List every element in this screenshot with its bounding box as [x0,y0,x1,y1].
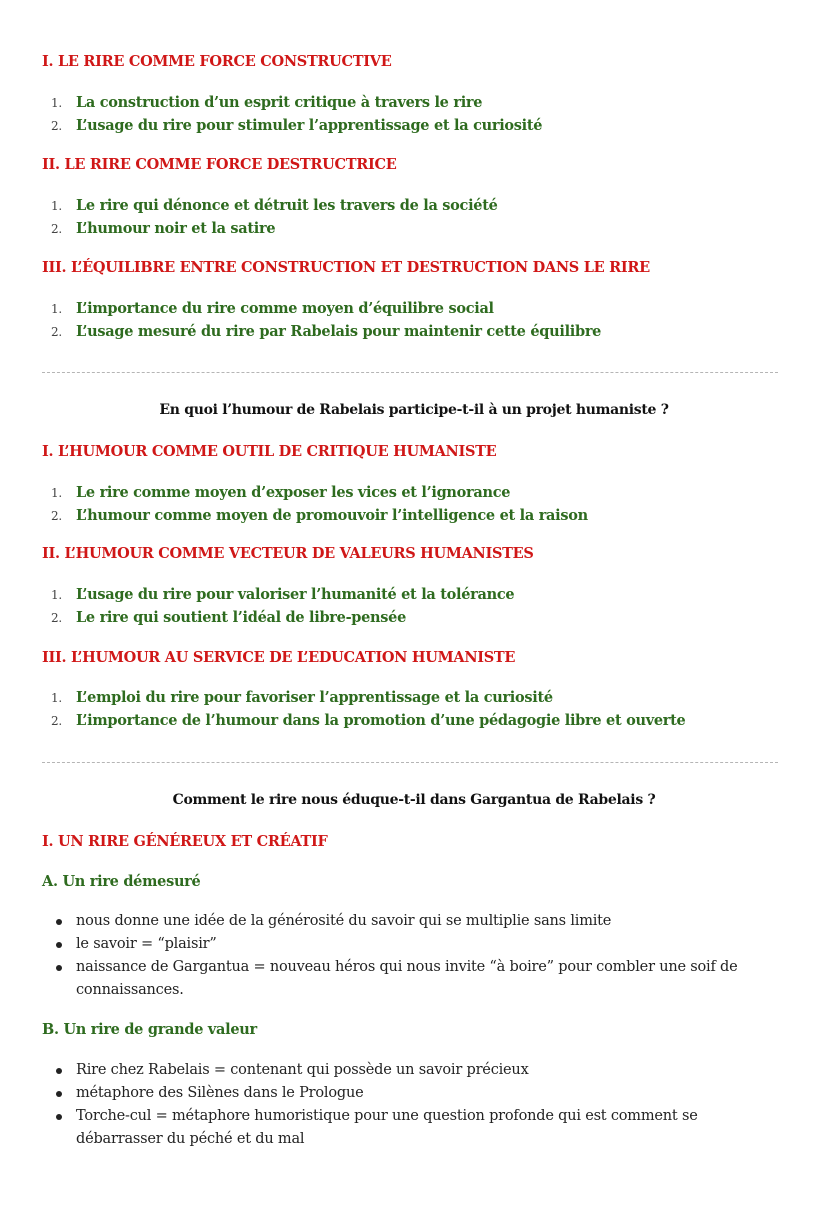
item-number: 2. [51,611,62,625]
item-number: 1. [51,96,62,110]
dashed-separator [42,762,778,763]
item-text: le savoir = “plaisir” [76,936,217,952]
list-item [42,910,742,933]
list-item [42,709,685,732]
item-number: 1. [51,486,62,500]
numbered-list [42,481,588,527]
list-item [42,504,588,527]
list-item [42,583,514,606]
bullet-list [42,1059,742,1151]
bullet-list [42,910,742,1002]
list-item [42,956,742,1002]
list-item [42,297,601,320]
item-text: Le rire comme moyen d’exposer les vices et l’ignorance [76,484,511,501]
list-item [42,1105,742,1151]
item-text: métaphore des Silènes dans le Prologue [76,1085,364,1101]
item-text: L’emploi du rire pour favoriser l’apprentissage et la curiosité [76,689,553,706]
list-item [42,481,588,504]
list-item [42,606,514,629]
item-number: 2. [51,222,62,236]
item-text: nous donne une idée de la générosité du savoir qui se multiplie sans limite [76,913,612,929]
item-text: La construction d’un esprit critique à travers le rire [76,94,483,111]
item-number: 2. [51,325,62,339]
item-text: naissance de Gargantua = nouveau héros qui nous invite “à boire” pour combler une soif de connaissances. [76,959,738,998]
section-heading: I. UN RIRE GÉNÉREUX ET CRÉATIF [42,833,328,850]
item-text: Torche-cul = métaphore humoristique pour une question profonde qui est comment se débarrasser du péché et du mal [76,1108,698,1147]
item-number: 2. [51,714,62,728]
item-number: 2. [51,509,62,523]
dashed-separator [42,372,778,373]
list-item [42,91,542,114]
section-heading: I. LE RIRE COMME FORCE CONSTRUCTIVE [42,53,392,70]
list-item [42,1082,742,1105]
question-heading: Comment le rire nous éduque-t-il dans Gargantua de Rabelais ? [172,792,656,808]
list-item [42,320,601,343]
item-number: 1. [51,302,62,316]
bullet-icon [56,942,62,948]
section-heading: III. L’HUMOUR AU SERVICE DE L’EDUCATION HUMANISTE [42,649,516,666]
section-heading: III. L’ÉQUILIBRE ENTRE CONSTRUCTION ET DESTRUCTION DANS LE RIRE [42,259,650,276]
item-text: Le rire qui dénonce et détruit les travers de la société [76,197,498,214]
subsection-heading: B. Un rire de grande valeur [42,1021,257,1038]
numbered-list [42,297,601,343]
numbered-list [42,91,542,137]
subsection-heading: A. Un rire démesuré [42,873,201,890]
question-heading: En quoi l’humour de Rabelais participe-t-il à un projet humaniste ? [159,402,669,418]
bullet-icon [56,919,62,925]
item-text: Le rire qui soutient l’idéal de libre-pensée [76,609,407,626]
section-heading: I. L’HUMOUR COMME OUTIL DE CRITIQUE HUMANISTE [42,443,497,460]
section-heading: II. L’HUMOUR COMME VECTEUR DE VALEURS HUMANISTES [42,545,534,562]
section-heading: II. LE RIRE COMME FORCE DESTRUCTRICE [42,156,397,173]
item-text: L’usage du rire pour valoriser l’humanité et la tolérance [76,586,515,603]
bullet-icon [56,1091,62,1097]
item-text: Rire chez Rabelais = contenant qui possède un savoir précieux [76,1062,529,1078]
numbered-list [42,686,685,732]
list-item [42,114,542,137]
list-item [42,217,498,240]
numbered-list [42,583,514,629]
bullet-icon [56,965,62,971]
item-text: L’humour noir et la satire [76,220,276,237]
item-text: L’humour comme moyen de promouvoir l’intelligence et la raison [76,507,588,524]
item-number: 1. [51,199,62,213]
numbered-list [42,194,498,240]
list-item [42,1059,742,1082]
list-item [42,686,685,709]
list-item [42,194,498,217]
item-number: 2. [51,119,62,133]
item-number: 1. [51,691,62,705]
item-text: L’usage mesuré du rire par Rabelais pour maintenir cette équilibre [76,323,602,340]
item-text: L’usage du rire pour stimuler l’apprentissage et la curiosité [76,117,543,134]
bullet-icon [56,1114,62,1120]
item-number: 1. [51,588,62,602]
item-text: L’importance de l’humour dans la promotion d’une pédagogie libre et ouverte [76,712,686,729]
list-item [42,933,742,956]
bullet-icon [56,1068,62,1074]
item-text: L’importance du rire comme moyen d’équilibre social [76,300,494,317]
